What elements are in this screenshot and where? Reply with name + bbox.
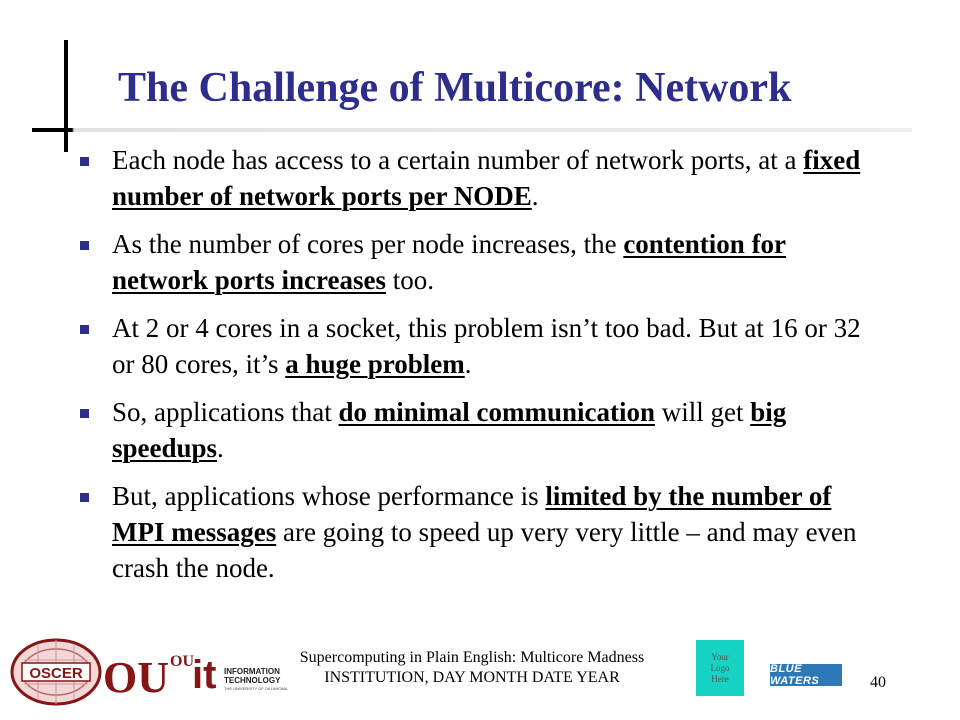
logo-placeholder-line-2: Logo [710, 662, 730, 673]
bullet-item [74, 394, 874, 466]
logo-placeholder-line-3: Here [711, 673, 729, 684]
bullet-text: will get [654, 397, 751, 427]
ou-it-logo [170, 644, 288, 698]
ou-logo-text: OU [103, 653, 169, 702]
bullet-marker [80, 325, 89, 334]
bullet-text: But, applications whose performance is [112, 481, 546, 511]
bullet-marker [80, 493, 89, 502]
it-mark: it [192, 653, 217, 697]
footer-text [262, 648, 682, 688]
bullet-emphasis: limited by the number of MPI messages [112, 481, 832, 547]
bullet-text: So, applications that [112, 397, 339, 427]
bullet-list [74, 142, 874, 586]
bullet-marker [80, 409, 89, 418]
oscer-logo [8, 636, 104, 708]
bullet-item [74, 478, 874, 586]
bullet-text: . [217, 433, 224, 463]
bullet-text: At 2 or 4 cores in a socket, this problem isn’t too bad. But at 16 or 32 or 80 cores, it’s [112, 313, 861, 379]
bullet-item [74, 142, 874, 214]
bullet-text: too. [385, 265, 434, 295]
bullet-marker [80, 157, 89, 166]
bullet-emphasis: contention for network ports increases [112, 229, 787, 295]
bullet-text: . [531, 181, 539, 211]
it-line1: INFORMATION [224, 667, 280, 676]
bullet-text: Each node has access to a certain number of network ports, at a [112, 145, 804, 175]
page-number: 40 [870, 674, 886, 691]
title-vertical-rule [64, 40, 68, 152]
ou-logo [103, 640, 169, 708]
it-line3: THE UNIVERSITY OF OKLAHOMA [224, 686, 288, 691]
footer-line-2: INSTITUTION, DAY MONTH DATE YEAR [324, 669, 620, 686]
ou-small-mark: OU [170, 653, 194, 670]
your-logo-placeholder [696, 640, 744, 696]
bullet-item [74, 310, 874, 382]
blue-waters-logo: BLUE WATERS [770, 664, 842, 686]
oscer-logo-text: OSCER [29, 665, 83, 682]
logo-placeholder-line-1: Your [711, 651, 729, 662]
bullet-emphasis: do minimal communication [338, 397, 655, 427]
title-horizontal-rule [32, 128, 912, 132]
bullet-emphasis: a huge problem [285, 349, 465, 379]
bullet-item [74, 226, 874, 298]
bullet-text: . [464, 349, 472, 379]
bullet-text: are going to speed up very very little – and may even crash the node. [112, 517, 857, 583]
footer-line-1: Supercomputing in Plain English: Multicore Madness [299, 649, 645, 666]
it-line2: TECHNOLOGY [224, 676, 281, 685]
bullet-text: As the number of cores per node increases, the [112, 229, 624, 259]
bullet-marker [80, 241, 89, 250]
bullet-emphasis: fixed number of network ports per NODE [112, 145, 861, 211]
bullet-emphasis: big speedups [112, 397, 787, 463]
slide-title: The Challenge of Multicore: Network [118, 65, 792, 111]
